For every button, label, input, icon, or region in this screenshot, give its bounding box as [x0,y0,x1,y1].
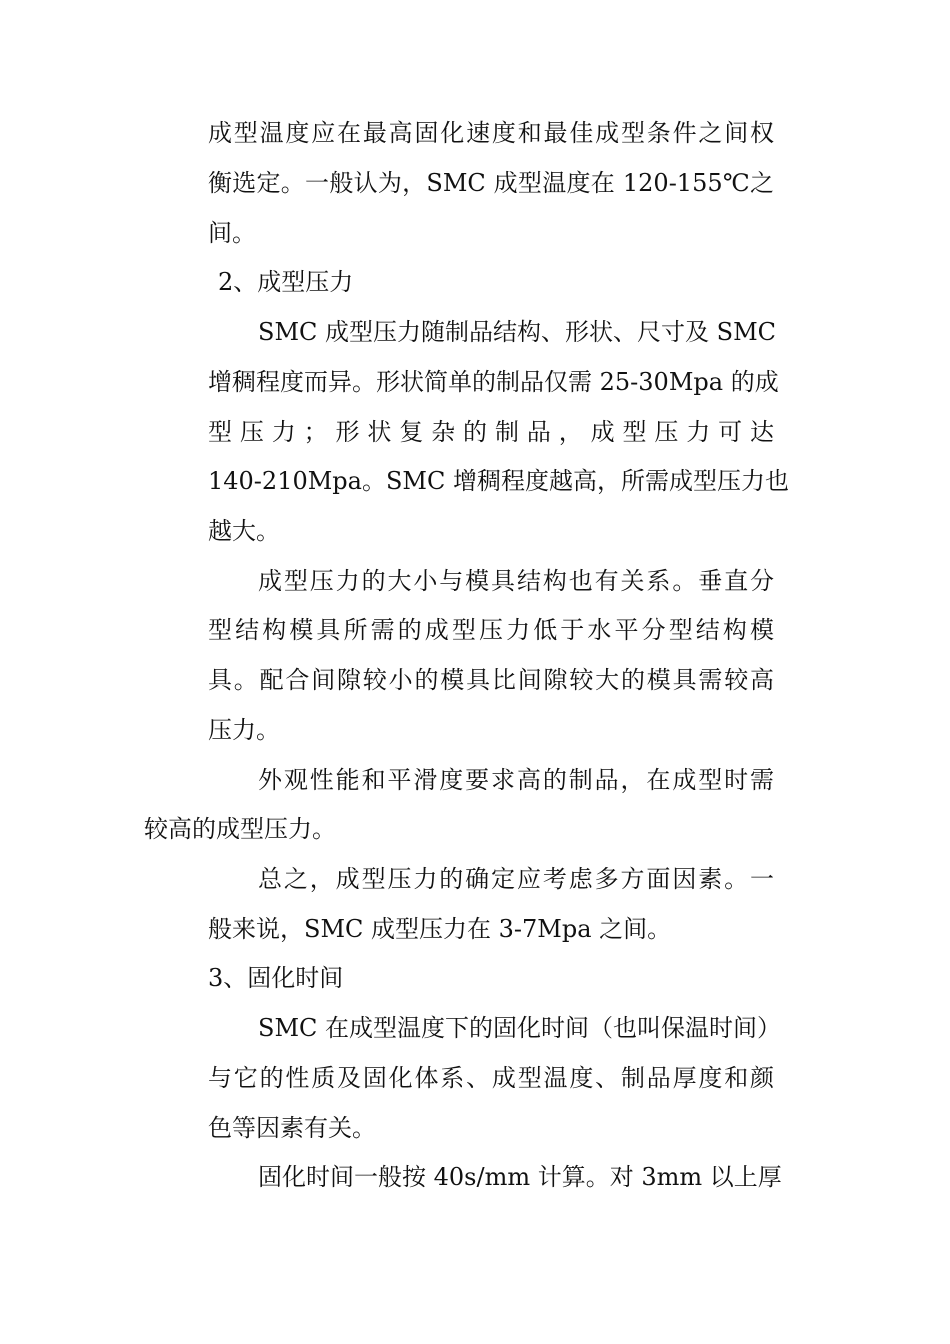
paragraph-line: 般来说，SMC 成型压力在 3-7Mpa 之间。 [208,915,672,943]
paragraph-line: 固化时间一般按 40s/mm 计算。对 3mm 以上厚 [258,1163,782,1191]
section-heading: 2、成型压力 [218,268,354,296]
paragraph-line: 与它的性质及固化体系、成型温度、制品厚度和颜 [208,1064,774,1092]
paragraph-line: 型结构模具所需的成型压力低于水平分型结构模 [208,616,774,644]
paragraph-line: 具。配合间隙较小的模具比间隙较大的模具需较高 [208,666,774,694]
paragraph-line: SMC 成型压力随制品结构、形状、尺寸及 SMC [258,318,777,346]
paragraph-line: 间。 [208,219,256,247]
paragraph-line: 成型压力的大小与模具结构也有关系。垂直分 [258,567,774,595]
paragraph-line: 增稠程度而异。形状简单的制品仅需 25-30Mpa 的成 [208,368,779,396]
paragraph-line: 越大。 [208,517,280,545]
paragraph-line: 成型温度应在最高固化速度和最佳成型条件之间权 [208,119,774,147]
section-heading: 3、固化时间 [208,964,344,992]
paragraph-line: 140-210Mpa。SMC 增稠程度越高，所需成型压力也 [208,467,789,495]
paragraph-line: 压力。 [208,716,280,744]
paragraph-line: 色等因素有关。 [208,1114,376,1142]
paragraph-line: SMC 在成型温度下的固化时间（也叫保温时间） [258,1014,782,1042]
paragraph-line: 衡选定。一般认为，SMC 成型温度在 120-155℃之 [208,169,774,197]
paragraph-line: 型压力；形状复杂的制品，成型压力可达 [208,418,774,446]
paragraph-line: 总之，成型压力的确定应考虑多方面因素。一 [258,865,774,893]
paragraph-line: 较高的成型压力。 [144,815,336,843]
paragraph-line: 外观性能和平滑度要求高的制品，在成型时需 [258,766,774,794]
